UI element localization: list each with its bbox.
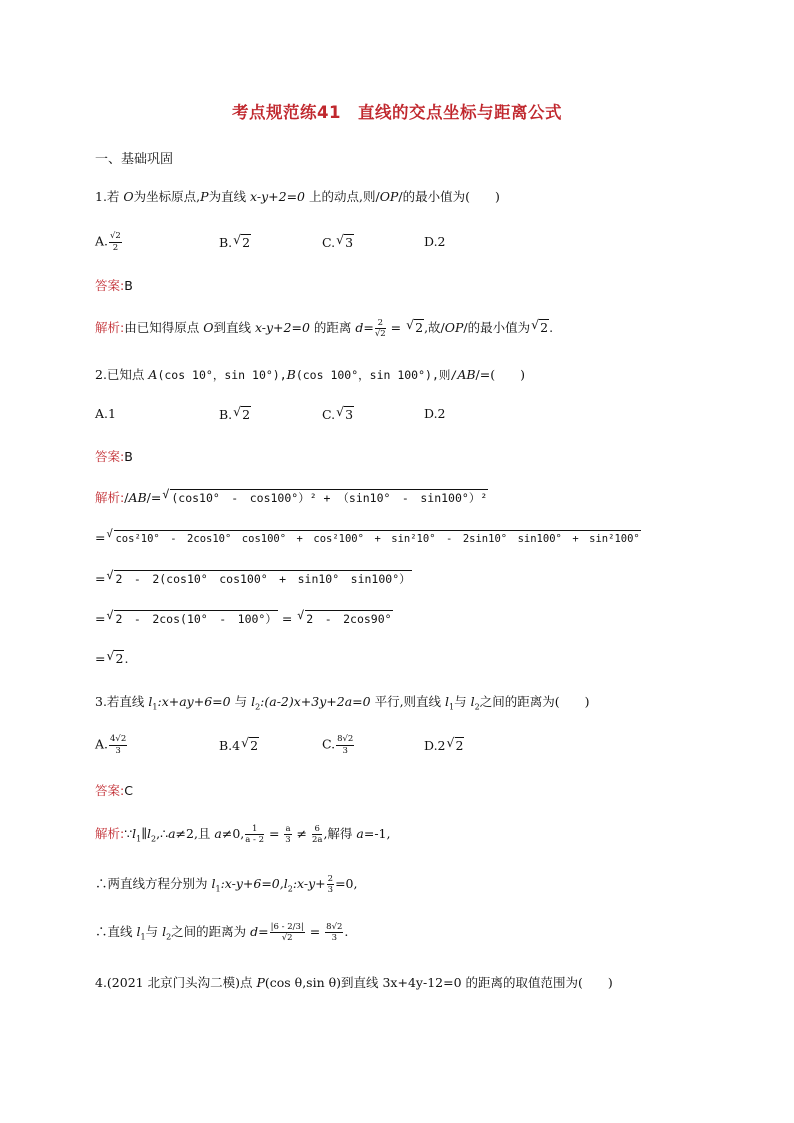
- q2-explanation-line-4: =√ 2 - 2cos(10° - 100°） = √ 2 - 2cos90°: [95, 610, 393, 627]
- page-title: 考点规范练41 直线的交点坐标与距离公式: [232, 103, 562, 122]
- q3-explanation-line-3: ∴直线 $l_1$与 $l_2$之间的距离为 d= $\frac{|6 - 2/3|}{√2}$ = $\frac{8√2}{3}$ .: [95, 921, 349, 943]
- q3-option-a: A. $\frac{4√2}{3}$: [95, 734, 127, 756]
- q3-stem: 3.若直线 $l_1:x+ay+6=0$ 与 $l_2:(a-2)x+3y+2a=0$ 平行,则直线 $l_1$与 $l_2$之间的距离为( ): [95, 694, 590, 712]
- q1-option-a: A. $\frac{√2}{2}$: [95, 231, 121, 253]
- q2-explanation-line-2: =√ cos²10° - 2cos10° cos100° + cos²100° + sin²10° - 2sin10° sin100° + sin²100°: [95, 530, 641, 546]
- q3-answer: 答案:C: [95, 783, 133, 798]
- q2-option-b: B.√ 2: [219, 406, 251, 422]
- q1-option-c: C.√ 3: [322, 234, 354, 250]
- q2-explanation-line-3: =√ 2 - 2(cos10° cos100° + sin10° sin100°）: [95, 570, 412, 587]
- q2-option-a: A.1: [95, 406, 116, 421]
- q2-answer: 答案:B: [95, 449, 133, 464]
- q3-option-b: B.4√ 2: [219, 737, 259, 753]
- q3-option-c: C. $\frac{8√2}{3}$: [322, 734, 354, 756]
- q1-stem: 1.若 O为坐标原点,P为直线 x-y+2=0 上的动点,则/OP/的最小值为( ): [95, 189, 500, 204]
- section-heading: 一、基础巩固: [95, 152, 174, 167]
- q4-stem: 4.(2021 北京门头沟二模)点 P(cos θ,sin θ)到直线 3x+4y-12=0 的距离的取值范围为( ): [95, 975, 613, 990]
- q2-explanation-line-5: =√ 2.: [95, 650, 128, 666]
- q1-option-d: D.2: [424, 234, 446, 249]
- q3-explanation-line-2: ∴两直线方程分别为 $l_1:x-y+6=0,l_2:x-y+$ $\frac{2}{3}$ =0,: [95, 873, 358, 895]
- q3-option-d: D.2√ 2: [424, 737, 464, 753]
- q1-answer: 答案:B: [95, 278, 133, 293]
- q2-option-c: C.√ 3: [322, 406, 354, 422]
- q1-option-b: B.√ 2: [219, 234, 251, 250]
- q3-explanation-line-1: 解析$:\because l_1\parallel l_2,\therefore a\ne 2$,且 a≠0, $\frac{1}{a - 2}$ = $\frac{a}{3}$ ≠ $\frac{6}{2a}$ ,解得 a=-1,: [95, 823, 391, 845]
- q2-explanation-line-1: 解析:/AB/=√ (cos10° - cos100°）² + （sin10° - sin100°）²: [95, 488, 488, 506]
- q1-explanation: 解析:由已知得原点 O到直线 x-y+2=0 的距离 d= $\frac{2}{√2}$ = √ 2,故/OP/的最小值为√ 2.: [95, 318, 553, 339]
- q2-option-d: D.2: [424, 406, 446, 421]
- q2-stem: 2.已知点 A(cos 10°，sin 10°),B(cos 100°，sin 100°),则/AB/=( ): [95, 367, 525, 382]
